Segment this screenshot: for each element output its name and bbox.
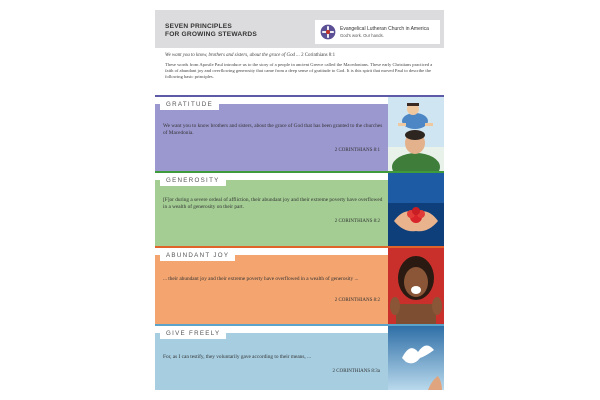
section-label: GRATITUDE	[160, 100, 219, 110]
intro-quote-ref: 2 Corinthians 8:1	[301, 53, 336, 58]
joyful-woman-photo	[388, 248, 444, 324]
section-give-freely	[155, 324, 444, 390]
section-verse: For, as I can testify, they voluntarily gave according to their means, ...	[163, 354, 312, 360]
section-reference: 2 CORINTHIANS 8:2	[334, 298, 380, 303]
dove-sky-photo-icon	[388, 326, 444, 390]
dove-sky-photo	[388, 326, 444, 390]
father-child-photo-icon	[388, 97, 444, 171]
intro-paragraph: These words from Apostle Paul introduce us to the story of a people in ancient Greece called the Macedonians. These early Christians practiced a faith of abundant joy and overflowing generosity that came from a deep sense of gratitude to God. It is this spirit that moved Paul to describe the following basic principles.	[165, 62, 433, 79]
section-body	[155, 180, 388, 246]
header-band	[155, 10, 444, 48]
section-generosity	[155, 171, 444, 246]
section-label: GIVE FREELY	[160, 329, 226, 339]
logo-tagline: God's work. Our hands.	[340, 33, 384, 38]
section-label: GENEROSITY	[160, 176, 226, 186]
section-reference: 2 CORINTHIANS 8:1	[334, 148, 380, 153]
section-verse: We want you to know brothers and sisters, about the grace of God that has been granted to the churches of Macedonia.	[163, 123, 383, 137]
father-child-photo	[388, 97, 444, 171]
section-body	[155, 255, 388, 324]
section-body	[155, 333, 388, 390]
section-body	[155, 104, 388, 171]
section-reference: 2 CORINTHIANS 8:3a	[332, 369, 380, 374]
section-verse: ... their abundant joy and their extreme poverty have overflowed in a wealth of generosity ...	[163, 276, 359, 282]
elca-logo	[315, 20, 440, 44]
section-verse: [F]or during a severe ordeal of affliction, their abundant joy and their extreme poverty have overflowed in a wealth of generosity on their part.	[163, 197, 383, 211]
section-reference: 2 CORINTHIANS 8:2	[334, 219, 380, 224]
intro-quote	[165, 53, 437, 58]
intro-quote-text: We want you to know, brothers and sisters, about the grace of God ...	[165, 53, 300, 58]
flyer-page	[155, 10, 444, 390]
section-label: ABUNDANT JOY	[160, 251, 235, 261]
page-title: SEVEN PRINCIPLES FOR GROWING STEWARDS	[165, 23, 257, 38]
hands-with-flower-photo-icon	[388, 173, 444, 246]
section-abundant-joy	[155, 246, 444, 324]
joyful-woman-photo-icon	[388, 248, 444, 324]
hands-with-flower-photo	[388, 173, 444, 246]
section-gratitude	[155, 95, 444, 171]
logo-name: Evangelical Lutheran Church in America	[340, 26, 429, 32]
elca-cross-logo-icon	[320, 24, 336, 40]
